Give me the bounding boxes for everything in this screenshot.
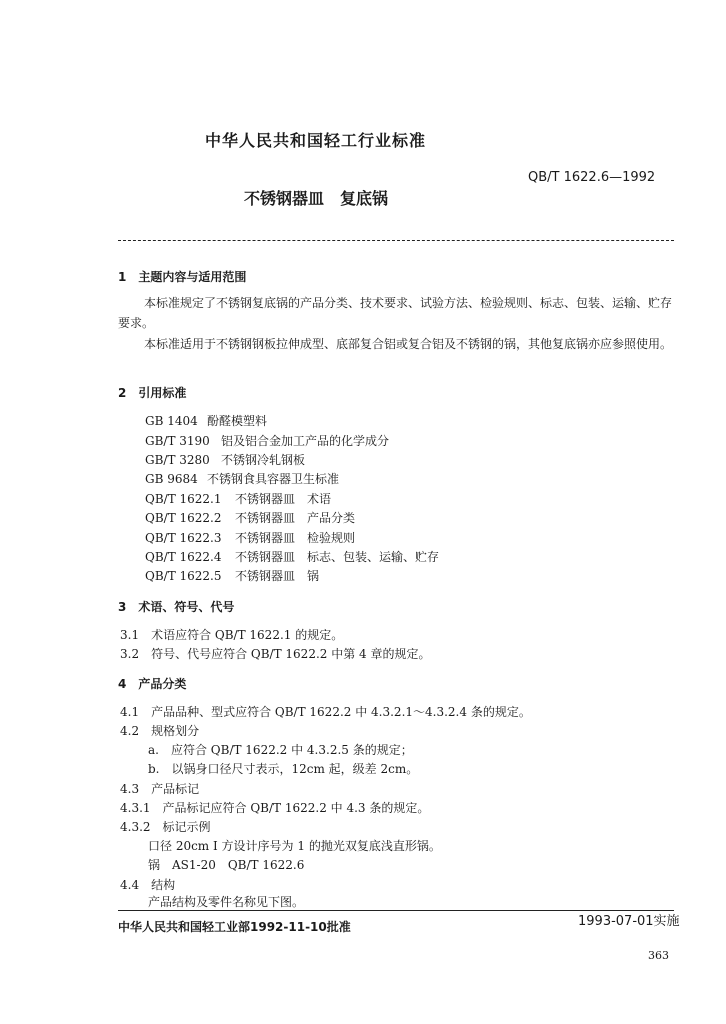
reference-item: [145, 432, 389, 449]
approval-line: 中华人民共和国轻工业部1992-11-10批准: [118, 920, 351, 934]
section-1-paragraph-1: 本标准规定了不锈钢复底锅的产品分类、技术要求、试验方法、检验规则、标志、包装、运输、贮存要求。: [118, 296, 673, 330]
page-number: 363: [648, 949, 669, 962]
structure-note: 产品结构及零件名称见下图。: [148, 895, 305, 909]
section-1-paragraph-2: 本标准适用于不锈钢钢板拉伸成型、底部复合铝或复合铝及不锈钢的锅，其他复底锅亦应参照使用。: [144, 337, 673, 351]
marking-example-description: 口径 20cm Ⅰ 方设计序号为 1 的抛光双复底浅直形锅。: [148, 839, 441, 853]
section-2-heading: 2 引用标准: [118, 386, 187, 400]
reference-item: [145, 509, 355, 526]
clause-3-2: 3.2 符号、代号应符合 QB/T 1622.2 中第 4 章的规定。: [120, 647, 431, 661]
document-title: 不锈钢器皿 复底锅: [244, 189, 389, 208]
reference-title: 不锈钢食具容器卫生标准: [207, 472, 340, 486]
reference-code: QB/T 1622.1: [145, 492, 222, 506]
marking-example: 锅 AS1-20 QB/T 1622.6: [148, 858, 305, 872]
effective-date: 1993-07-01实施: [578, 914, 680, 929]
clause-4-2-a: a. 应符合 QB/T 1622.2 中 4.3.2.5 条的规定；: [148, 743, 413, 757]
clause-3-1: 3.1 术语应符合 QB/T 1622.1 的规定。: [120, 628, 344, 642]
reference-item: [145, 529, 355, 546]
reference-title: 酚醛模塑料: [207, 414, 268, 428]
reference-code: QB/T 1622.4: [145, 550, 222, 564]
section-1-heading: 1 主题内容与适用范围: [118, 270, 247, 284]
section-3-heading: 3 术语、符号、代号: [118, 600, 235, 614]
clause-4-2-b: b. 以锅身口径尺寸表示，12cm 起，级差 2cm。: [148, 762, 419, 776]
section-4-heading: 4 产品分类: [118, 677, 187, 691]
reference-code: GB/T 3280: [145, 453, 210, 467]
clause-4-2: 4.2 规格划分: [120, 724, 200, 738]
reference-title: 不锈钢器皿 检验规则: [235, 531, 356, 545]
reference-item: [145, 451, 305, 468]
org-title: 中华人民共和国轻工行业标准: [205, 131, 427, 150]
reference-title: 不锈钢器皿 标志、包装、运输、贮存: [235, 550, 440, 564]
reference-item: [145, 567, 319, 584]
reference-title: 不锈钢器皿 术语: [235, 492, 332, 506]
reference-code: GB/T 3190: [145, 434, 210, 448]
clause-4-3-2: 4.3.2 标记示例: [120, 820, 211, 834]
reference-item: [145, 412, 267, 429]
reference-code: QB/T 1622.2: [145, 511, 222, 525]
reference-item: [145, 490, 331, 507]
reference-code: GB 1404: [145, 414, 198, 428]
reference-code: QB/T 1622.3: [145, 531, 222, 545]
reference-title: 不锈钢冷轧钢板: [221, 453, 306, 467]
clause-4-3: 4.3 产品标记: [120, 782, 200, 796]
clause-4-4: 4.4 结构: [120, 878, 176, 892]
reference-title: 不锈钢器皿 锅: [235, 569, 320, 583]
reference-title: 铝及铝合金加工产品的化学成分: [221, 434, 390, 448]
reference-item: [145, 548, 439, 565]
header-divider: [118, 240, 674, 241]
reference-item: [145, 470, 339, 487]
clause-4-1: 4.1 产品品种、型式应符合 QB/T 1622.2 中 4.3.2.1～4.3.2.4 条的规定。: [120, 705, 531, 719]
clause-4-3-1: 4.3.1 产品标记应符合 QB/T 1622.2 中 4.3 条的规定。: [120, 801, 430, 815]
standard-code: QB/T 1622.6—1992: [528, 170, 656, 185]
reference-code: GB 9684: [145, 472, 198, 486]
reference-title: 不锈钢器皿 产品分类: [235, 511, 356, 525]
reference-code: QB/T 1622.5: [145, 569, 222, 583]
